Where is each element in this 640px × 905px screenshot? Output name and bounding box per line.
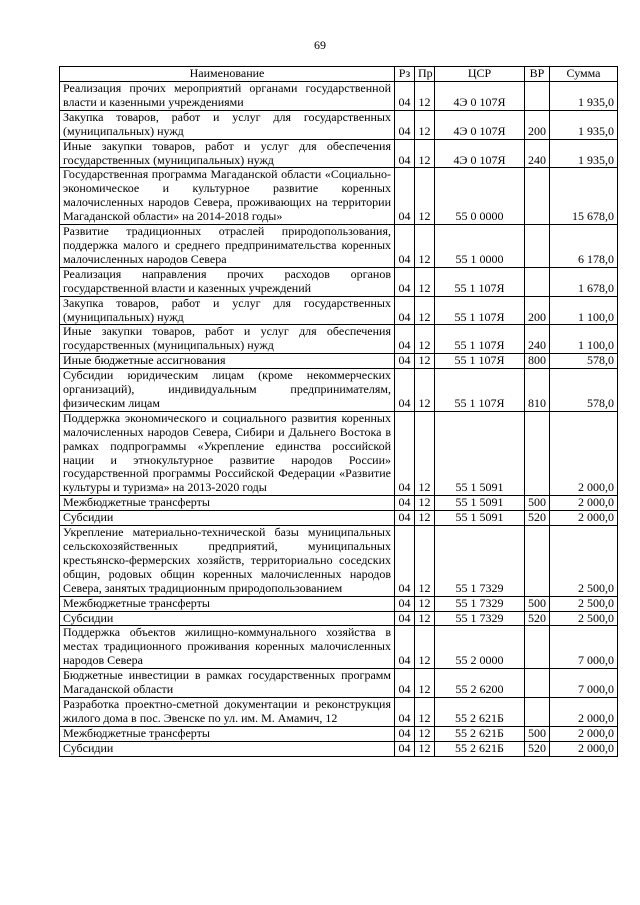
cell-pr: 12 bbox=[415, 496, 435, 511]
cell-rz: 04 bbox=[395, 611, 415, 626]
cell-rz: 04 bbox=[395, 139, 415, 168]
cell-name: Бюджетные инвестиции в рамках государственных программ Магаданской области bbox=[60, 669, 395, 698]
cell-name: Субсидии юридическим лицам (кроме некоммерческих организаций), индивидуальным предпринимателям, физическим лицам bbox=[60, 369, 395, 412]
cell-vr bbox=[525, 82, 550, 111]
cell-sum: 7 000,0 bbox=[550, 626, 618, 669]
cell-pr: 12 bbox=[415, 267, 435, 296]
cell-pr: 12 bbox=[415, 526, 435, 597]
cell-csr: 55 0 0000 bbox=[435, 168, 525, 225]
cell-rz: 04 bbox=[395, 741, 415, 756]
table-body bbox=[60, 82, 618, 757]
cell-vr bbox=[525, 526, 550, 597]
cell-name: Иные бюджетные ассигнования bbox=[60, 354, 395, 369]
cell-vr: 500 bbox=[525, 596, 550, 611]
cell-name: Межбюджетные трансферты bbox=[60, 496, 395, 511]
cell-vr: 500 bbox=[525, 726, 550, 741]
cell-rz: 04 bbox=[395, 369, 415, 412]
cell-csr: 55 1 7329 bbox=[435, 596, 525, 611]
cell-sum: 1 100,0 bbox=[550, 325, 618, 354]
column-header-vr: ВР bbox=[525, 67, 550, 82]
cell-pr: 12 bbox=[415, 511, 435, 526]
cell-pr: 12 bbox=[415, 225, 435, 268]
cell-pr: 12 bbox=[415, 411, 435, 495]
table-row bbox=[60, 82, 618, 111]
table-row bbox=[60, 726, 618, 741]
cell-csr: 55 2 0000 bbox=[435, 626, 525, 669]
cell-sum: 1 678,0 bbox=[550, 267, 618, 296]
cell-csr: 55 2 621Б bbox=[435, 741, 525, 756]
cell-name: Укрепление материально-технической базы муниципальных сельскохозяйственных предприятий, муниципальных крестьянско-фермерских хозяйств, территориально соседских общин, родовых общин коренных малочисленных народов Севера, занятых традиционным природопользованием bbox=[60, 526, 395, 597]
cell-vr bbox=[525, 267, 550, 296]
table-row bbox=[60, 596, 618, 611]
cell-sum: 1 935,0 bbox=[550, 110, 618, 139]
cell-name: Поддержка объектов жилищно-коммунального хозяйства в местах традиционного проживания коренных малочисленных народов Севера bbox=[60, 626, 395, 669]
table-header-row bbox=[60, 67, 618, 82]
table-row bbox=[60, 496, 618, 511]
cell-rz: 04 bbox=[395, 726, 415, 741]
table-row bbox=[60, 354, 618, 369]
cell-pr: 12 bbox=[415, 296, 435, 325]
cell-csr: 55 1 107Я bbox=[435, 325, 525, 354]
cell-csr: 55 1 0000 bbox=[435, 225, 525, 268]
cell-csr: 55 2 6200 bbox=[435, 669, 525, 698]
cell-sum: 2 000,0 bbox=[550, 511, 618, 526]
table-row bbox=[60, 168, 618, 225]
column-header-rz: Рз bbox=[395, 67, 415, 82]
cell-rz: 04 bbox=[395, 496, 415, 511]
table-row bbox=[60, 411, 618, 495]
cell-pr: 12 bbox=[415, 354, 435, 369]
cell-sum: 1 935,0 bbox=[550, 139, 618, 168]
cell-sum: 2 500,0 bbox=[550, 611, 618, 626]
cell-csr: 55 1 7329 bbox=[435, 526, 525, 597]
cell-vr: 520 bbox=[525, 611, 550, 626]
cell-name: Поддержка экономического и социального развития коренных малочисленных народов Севера, Сибири и Дальнего Востока в рамках подпрограммы «Укрепление единства российской нации и этнокультурное развитие народов России» государственной программы Российской Федерации «Развитие культуры и туризма» на 2013-2020 годы bbox=[60, 411, 395, 495]
table-row bbox=[60, 139, 618, 168]
column-header-pr: Пр bbox=[415, 67, 435, 82]
cell-csr: 55 1 7329 bbox=[435, 611, 525, 626]
cell-pr: 12 bbox=[415, 82, 435, 111]
cell-vr: 520 bbox=[525, 511, 550, 526]
cell-sum: 1 100,0 bbox=[550, 296, 618, 325]
cell-csr: 55 1 107Я bbox=[435, 296, 525, 325]
cell-sum: 2 000,0 bbox=[550, 411, 618, 495]
column-header-sum: Сумма bbox=[550, 67, 618, 82]
budget-table bbox=[59, 66, 618, 757]
table-row bbox=[60, 626, 618, 669]
column-header-name: Наименование bbox=[60, 67, 395, 82]
cell-rz: 04 bbox=[395, 596, 415, 611]
cell-vr bbox=[525, 626, 550, 669]
table-row bbox=[60, 697, 618, 726]
cell-vr bbox=[525, 225, 550, 268]
cell-vr: 810 bbox=[525, 369, 550, 412]
cell-name: Межбюджетные трансферты bbox=[60, 596, 395, 611]
cell-pr: 12 bbox=[415, 669, 435, 698]
cell-pr: 12 bbox=[415, 110, 435, 139]
cell-sum: 2 000,0 bbox=[550, 496, 618, 511]
cell-sum: 2 000,0 bbox=[550, 741, 618, 756]
cell-vr bbox=[525, 411, 550, 495]
cell-sum: 15 678,0 bbox=[550, 168, 618, 225]
cell-vr: 240 bbox=[525, 139, 550, 168]
cell-vr bbox=[525, 697, 550, 726]
cell-vr: 500 bbox=[525, 496, 550, 511]
cell-csr: 55 1 107Я bbox=[435, 267, 525, 296]
table-row bbox=[60, 267, 618, 296]
cell-sum: 2 000,0 bbox=[550, 697, 618, 726]
cell-csr: 55 2 621Б bbox=[435, 697, 525, 726]
cell-name: Закупка товаров, работ и услуг для государственных (муниципальных) нужд bbox=[60, 110, 395, 139]
cell-name: Субсидии bbox=[60, 511, 395, 526]
cell-sum: 2 000,0 bbox=[550, 726, 618, 741]
table-row bbox=[60, 669, 618, 698]
cell-rz: 04 bbox=[395, 526, 415, 597]
cell-sum: 2 500,0 bbox=[550, 596, 618, 611]
cell-pr: 12 bbox=[415, 697, 435, 726]
table-row bbox=[60, 741, 618, 756]
cell-name: Субсидии bbox=[60, 741, 395, 756]
cell-csr: 55 2 621Б bbox=[435, 726, 525, 741]
cell-pr: 12 bbox=[415, 325, 435, 354]
cell-sum: 2 500,0 bbox=[550, 526, 618, 597]
cell-csr: 55 1 107Я bbox=[435, 354, 525, 369]
cell-sum: 578,0 bbox=[550, 369, 618, 412]
cell-csr: 55 1 107Я bbox=[435, 369, 525, 412]
cell-pr: 12 bbox=[415, 611, 435, 626]
cell-rz: 04 bbox=[395, 354, 415, 369]
cell-pr: 12 bbox=[415, 626, 435, 669]
cell-vr: 200 bbox=[525, 296, 550, 325]
cell-name: Государственная программа Магаданской области «Социально-экономическое и культурное развитие коренных малочисленных народов Севера, проживающих на территории Магаданской области» на 2014-2018 годы» bbox=[60, 168, 395, 225]
table-row bbox=[60, 296, 618, 325]
table-row bbox=[60, 511, 618, 526]
cell-name: Развитие традиционных отраслей природопользования, поддержка малого и среднего предпринимательства коренных малочисленных народов Севера bbox=[60, 225, 395, 268]
table-row bbox=[60, 611, 618, 626]
cell-sum: 578,0 bbox=[550, 354, 618, 369]
cell-name: Реализация прочих мероприятий органами государственной власти и казенными учреждениями bbox=[60, 82, 395, 111]
cell-sum: 7 000,0 bbox=[550, 669, 618, 698]
column-header-csr: ЦСР bbox=[435, 67, 525, 82]
cell-rz: 04 bbox=[395, 267, 415, 296]
table-row bbox=[60, 369, 618, 412]
table-row bbox=[60, 225, 618, 268]
cell-csr: 4Э 0 107Я bbox=[435, 82, 525, 111]
cell-name: Межбюджетные трансферты bbox=[60, 726, 395, 741]
cell-name: Субсидии bbox=[60, 611, 395, 626]
cell-rz: 04 bbox=[395, 697, 415, 726]
cell-rz: 04 bbox=[395, 411, 415, 495]
cell-name: Разработка проектно-сметной документации и реконструкция жилого дома в пос. Эвенске по ул. им. М. Амамич, 12 bbox=[60, 697, 395, 726]
cell-pr: 12 bbox=[415, 726, 435, 741]
cell-rz: 04 bbox=[395, 110, 415, 139]
cell-sum: 1 935,0 bbox=[550, 82, 618, 111]
cell-vr bbox=[525, 669, 550, 698]
cell-vr: 200 bbox=[525, 110, 550, 139]
cell-name: Иные закупки товаров, работ и услуг для обеспечения государственных (муниципальных) нужд bbox=[60, 325, 395, 354]
cell-csr: 55 1 5091 bbox=[435, 511, 525, 526]
cell-sum: 6 178,0 bbox=[550, 225, 618, 268]
cell-vr: 520 bbox=[525, 741, 550, 756]
cell-rz: 04 bbox=[395, 626, 415, 669]
cell-csr: 4Э 0 107Я bbox=[435, 139, 525, 168]
cell-rz: 04 bbox=[395, 511, 415, 526]
cell-pr: 12 bbox=[415, 741, 435, 756]
cell-csr: 55 1 5091 bbox=[435, 411, 525, 495]
cell-name: Закупка товаров, работ и услуг для государственных (муниципальных) нужд bbox=[60, 296, 395, 325]
cell-csr: 4Э 0 107Я bbox=[435, 110, 525, 139]
page-number: 69 bbox=[314, 38, 326, 52]
cell-pr: 12 bbox=[415, 369, 435, 412]
cell-vr bbox=[525, 168, 550, 225]
cell-name: Иные закупки товаров, работ и услуг для обеспечения государственных (муниципальных) нужд bbox=[60, 139, 395, 168]
cell-pr: 12 bbox=[415, 139, 435, 168]
table-row bbox=[60, 526, 618, 597]
cell-rz: 04 bbox=[395, 82, 415, 111]
cell-rz: 04 bbox=[395, 296, 415, 325]
cell-name: Реализация направления прочих расходов органов государственной власти и казенных учреждений bbox=[60, 267, 395, 296]
table-row bbox=[60, 110, 618, 139]
cell-rz: 04 bbox=[395, 325, 415, 354]
cell-vr: 240 bbox=[525, 325, 550, 354]
cell-pr: 12 bbox=[415, 596, 435, 611]
table-row bbox=[60, 325, 618, 354]
cell-csr: 55 1 5091 bbox=[435, 496, 525, 511]
cell-rz: 04 bbox=[395, 669, 415, 698]
cell-rz: 04 bbox=[395, 168, 415, 225]
cell-rz: 04 bbox=[395, 225, 415, 268]
cell-vr: 800 bbox=[525, 354, 550, 369]
cell-pr: 12 bbox=[415, 168, 435, 225]
